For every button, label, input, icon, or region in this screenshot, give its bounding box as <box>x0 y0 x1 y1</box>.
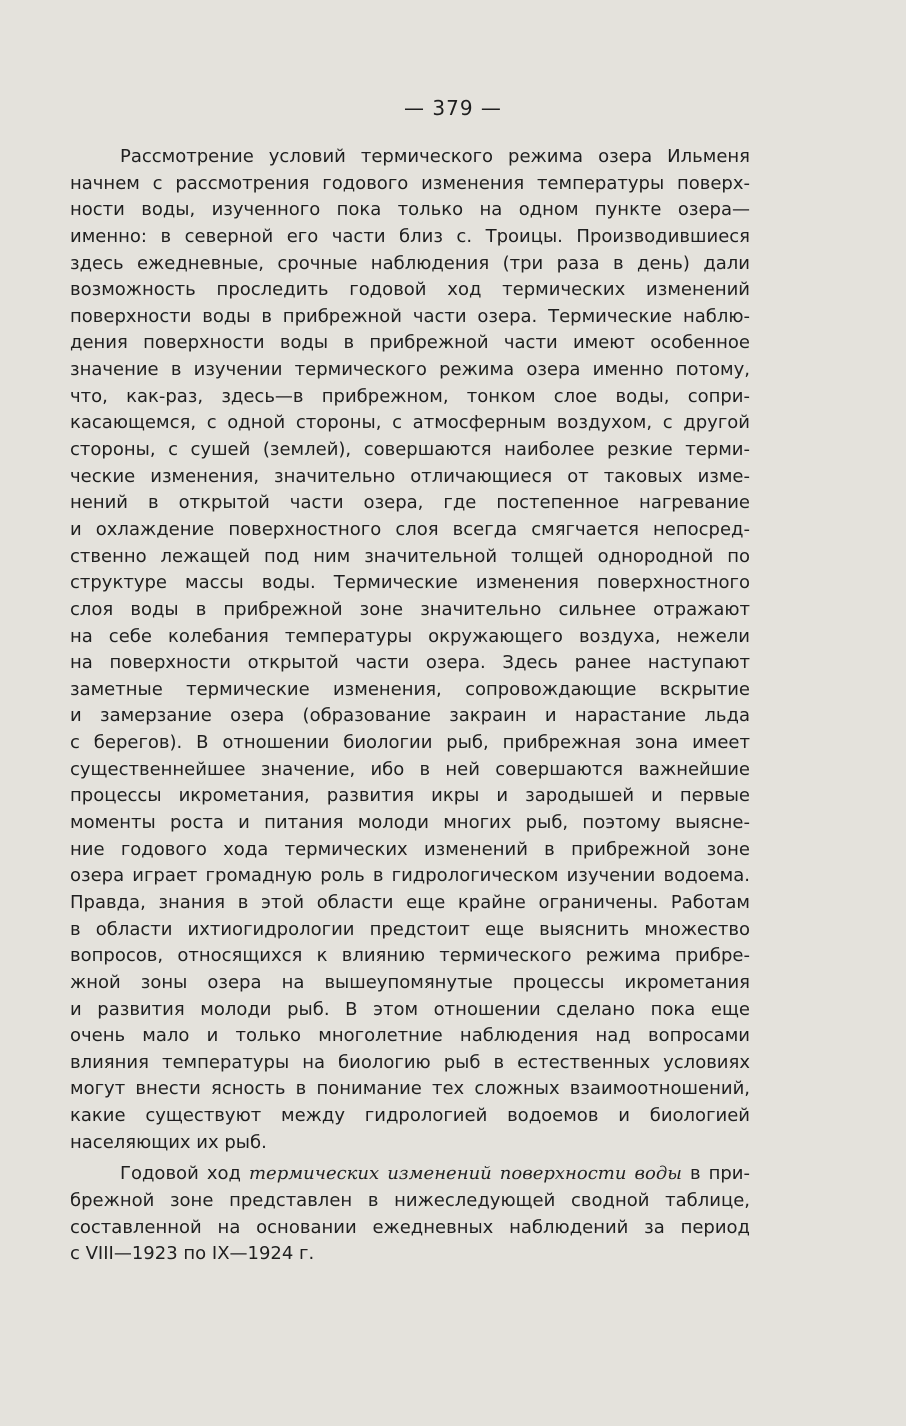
text-line: с берегов). В отношении биологии рыб, прибрежная зона имеет <box>70 732 750 754</box>
text-line: ние годового хода термических изменений в прибрежной зоне <box>70 838 750 860</box>
text-line: на себе колебания температуры окружающего воздуха, нежели <box>70 625 750 647</box>
text-line: моменты роста и питания молоди многих рыб, поэтому выясне- <box>70 812 750 834</box>
text-line: начнем с рассмотрения годового изменения температуры поверх- <box>70 172 750 194</box>
body-text <box>70 144 750 1268</box>
paragraph-1 <box>70 144 750 1156</box>
text-line: Правда, знания в этой области еще крайне ограничены. Работам <box>70 891 750 913</box>
text-line: возможность проследить годовой ход термических изменений <box>70 279 750 301</box>
text-line: слоя воды в прибрежной зоне значительно сильнее отражают <box>70 598 750 620</box>
text-line: и развития молоди рыб. В этом отношении сделано пока еще <box>70 998 750 1020</box>
text-line: жной зоны озера на вышеупомянутые процессы икрометания <box>70 971 750 993</box>
text-line: на поверхности открытой части озера. Здесь ранее наступают <box>70 652 750 674</box>
text-line: Рассмотрение условий термического режима озера Ильменя <box>120 146 750 167</box>
text-line: что, как-раз, здесь—в прибрежном, тонком слое воды, сопри- <box>70 385 750 407</box>
text-line: касающемся, с одной стороны, с атмосферным воздухом, с другой <box>70 412 750 434</box>
text-line: ственно лежащей под ним значительной толщей однородной по <box>70 545 750 567</box>
text-line: с VIII—1923 по IX—1924 г. <box>70 1243 315 1265</box>
text-line: заметные термические изменения, сопровождающие вскрытие <box>70 678 750 700</box>
text-line: значение в изучении термического режима озера именно потому, <box>70 359 750 381</box>
italic-phrase: термических изменений поверхности воды <box>248 1163 682 1185</box>
text-line: населяющих их рыб. <box>70 1131 267 1153</box>
text-line <box>70 1161 750 1188</box>
page-number: — 379 — <box>404 96 502 120</box>
paragraph-2 <box>70 1161 750 1268</box>
text-line: какие существуют между гидрологией водоемов и биологией <box>70 1105 750 1127</box>
text-line: здесь ежедневные, срочные наблюдения (три раза в день) дали <box>70 252 750 274</box>
text-line: очень мало и только многолетние наблюдения над вопросами <box>70 1025 750 1047</box>
text-line: существеннейшее значение, ибо в ней совершаются важнейшие <box>70 758 750 780</box>
text-line: процессы икрометания, развития икры и зародышей и первые <box>70 785 750 807</box>
text-line: ческие изменения, значительно отличающиеся от таковых изме- <box>70 465 750 487</box>
text-line: и охлаждение поверхностного слоя всегда смягчается непосред- <box>70 518 750 540</box>
text-line: в области ихтиогидрологии предстоит еще выяснить множество <box>70 918 750 940</box>
text-line: именно: в северной его части близ с. Троицы. Производившиеся <box>70 225 750 247</box>
text-line: ности воды, изученного пока только на одном пункте озера— <box>70 199 750 221</box>
text-line: стороны, с сушей (землей), совершаются наиболее резкие терми- <box>70 439 750 461</box>
text-line: могут внести ясность в понимание тех сложных взаимоотношений, <box>70 1078 750 1100</box>
text-line: вопросов, относящихся к влиянию термического режима прибре- <box>70 945 750 967</box>
text-run: в при- <box>681 1163 750 1185</box>
text-line: брежной зоне представлен в нижеследующей сводной таблице, <box>70 1189 750 1211</box>
text-line: составленной на основании ежедневных наблюдений за период <box>70 1216 750 1238</box>
text-line: нений в открытой части озера, где постепенное нагревание <box>70 492 750 514</box>
text-line: структуре массы воды. Термические изменения поверхностного <box>70 572 750 594</box>
text-line: дения поверхности воды в прибрежной части имеют особенное <box>70 332 750 354</box>
text-line: влияния температуры на биологию рыб в естественных условиях <box>70 1051 750 1073</box>
text-line: озера играет громадную роль в гидрологическом изучении водоема. <box>70 865 750 887</box>
text-line: поверхности воды в прибрежной части озера. Термические наблю- <box>70 305 750 327</box>
text-run: Годовой ход <box>120 1163 249 1185</box>
text-line: и замерзание озера (образование закраин и нарастание льда <box>70 705 750 727</box>
